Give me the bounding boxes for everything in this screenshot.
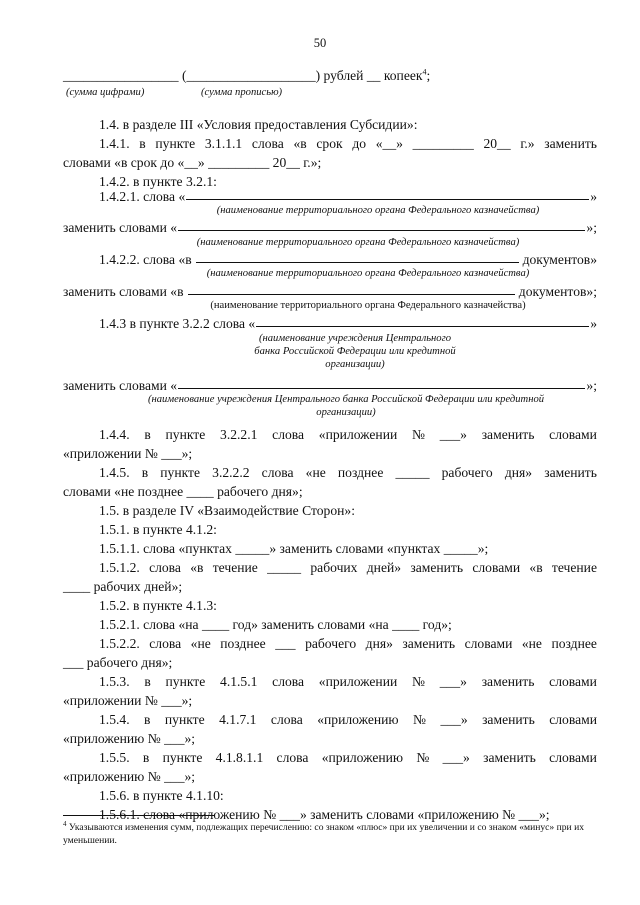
- word: «не: [190, 636, 211, 651]
- para-1-5-3-cont: «приложении № ___»;: [63, 693, 193, 708]
- word: 1.5.1.2.: [99, 560, 140, 575]
- footnote: [63, 821, 597, 847]
- para-1-5-4-cont: «приложению № ___»;: [63, 731, 196, 746]
- word: до: [352, 136, 367, 151]
- line-start: заменить словами «: [63, 378, 178, 393]
- word: 1.4.1.: [99, 136, 130, 151]
- word: срок: [316, 136, 343, 151]
- para-1-5-1-2: [99, 558, 597, 577]
- word: заменить: [481, 674, 535, 689]
- word: 1.5.2.2.: [99, 636, 140, 651]
- word: ___»: [439, 427, 467, 442]
- word: 1.4.5.: [99, 465, 130, 480]
- blank-line: [186, 187, 589, 200]
- word: 4.1.5.1: [220, 674, 258, 689]
- para-1-5-2-2: [99, 634, 597, 653]
- caption-bank-4: (наименование учреждения Центрального банка Российской Федерации или кредитной: [147, 394, 545, 405]
- word: заменить: [544, 465, 597, 480]
- word: пункте: [160, 465, 201, 480]
- word: «приложению: [317, 712, 399, 727]
- word: «__»: [375, 136, 403, 151]
- line-end: документов»;: [518, 284, 597, 299]
- word: пункте: [165, 427, 206, 442]
- footnote-reference: 4: [422, 67, 427, 77]
- word: слова: [149, 560, 181, 575]
- word: №: [412, 427, 425, 442]
- line-end: »;: [586, 378, 597, 393]
- word: «в: [293, 136, 307, 151]
- word: 3.1.1.1: [204, 136, 243, 151]
- word: в: [144, 712, 151, 727]
- para-1-5-6-1: 1.5.6.1. слова «приложению № ___» заменить словами «приложению № ___»;: [99, 807, 550, 822]
- line-end: »: [590, 316, 597, 331]
- word: дня»: [365, 636, 393, 651]
- para-1-5-2-2-cont: ___ рабочего дня»;: [63, 655, 173, 670]
- word: позднее: [551, 636, 597, 651]
- caption-bank-1: (наименование учреждения Центрального: [258, 333, 452, 344]
- word: «в: [190, 560, 204, 575]
- line-end: »;: [586, 220, 597, 235]
- word: _____: [395, 465, 430, 480]
- footnote-mark: 4: [63, 819, 67, 828]
- word: рабочего: [305, 636, 357, 651]
- word: 4.1.8.1.1: [215, 750, 264, 765]
- caption-treasury-3: (наименование территориального органа Федерального казначейства): [206, 268, 530, 279]
- line-start: заменить словами «в: [63, 284, 184, 299]
- replace-line-1: [63, 218, 597, 237]
- blank-line: [178, 218, 585, 231]
- word: дня»: [504, 465, 533, 480]
- amount-line-end: ;: [426, 68, 431, 83]
- caption-sum-words: (сумма прописью): [201, 87, 283, 98]
- word: рабочих: [310, 560, 358, 575]
- blank-line: [178, 376, 585, 389]
- word: позднее: [337, 465, 384, 480]
- word: 3.2.2.2: [212, 465, 250, 480]
- page-number: 50: [313, 36, 327, 50]
- para-1-4-5: [99, 463, 597, 482]
- line-start: 1.4.3 в пункте 3.2.2 слова «: [99, 316, 256, 331]
- word: словами: [549, 750, 597, 765]
- word: слова: [272, 674, 305, 689]
- word: 1.4.4.: [99, 427, 130, 442]
- word: №: [416, 750, 430, 765]
- para-1-4-2: 1.4.2. в пункте 3.2.1:: [99, 174, 217, 189]
- word: ___»: [439, 674, 467, 689]
- para-1-5-5: [99, 748, 597, 767]
- word: словами: [549, 712, 597, 727]
- caption-bank-3: организации): [325, 359, 385, 370]
- para-1-5-4: [99, 710, 597, 729]
- line-start: заменить словами «: [63, 220, 178, 235]
- para-1-4-1: [99, 134, 597, 153]
- caption-treasury-1: (наименование территориального органа Федерального казначейства): [216, 205, 540, 216]
- caption-treasury-4: (наименование территориального органа Федерального казначейства): [210, 300, 526, 311]
- word: слова: [272, 427, 305, 442]
- word: в: [144, 427, 151, 442]
- word: 3.2.2.1: [220, 427, 258, 442]
- word: позднее: [220, 636, 266, 651]
- word: 1.5.3.: [99, 674, 130, 689]
- word: слова: [270, 712, 303, 727]
- line-end: документов»: [522, 252, 597, 267]
- word: заменить: [483, 750, 536, 765]
- caption-treasury-2: (наименование территориального органа Федерального казначейства): [196, 237, 520, 248]
- word: течение: [551, 560, 597, 575]
- para-1-4-5-cont: словами «не позднее ____ рабочего дня»;: [63, 484, 303, 499]
- word: заменить: [481, 427, 535, 442]
- word: 20__: [483, 136, 511, 151]
- para-1-4-4: [99, 425, 597, 444]
- para-1-5-2: 1.5.2. в пункте 4.1.3:: [99, 598, 217, 613]
- para-1-4-1-cont: словами «в срок до «__» _________ 20__ г.»;: [63, 155, 322, 170]
- para-1-5-3: [99, 672, 597, 691]
- word: в: [142, 750, 150, 765]
- word: «не: [521, 636, 542, 651]
- blank-line: [196, 250, 519, 263]
- line-start: 1.4.2.1. слова «: [99, 189, 186, 204]
- word: ___»: [442, 750, 470, 765]
- word: 1.5.4.: [99, 712, 130, 727]
- para-1-4-4-cont: «приложении № ___»;: [63, 446, 193, 461]
- caption-sum-digits: (сумма цифрами): [66, 87, 145, 98]
- word: течение: [212, 560, 258, 575]
- word: «в: [529, 560, 543, 575]
- word: пункте: [155, 136, 196, 151]
- line-end: »: [590, 189, 597, 204]
- word: словами: [472, 560, 521, 575]
- word: словами: [464, 636, 513, 651]
- word: _________: [412, 136, 474, 151]
- word: №: [412, 674, 425, 689]
- word: «приложении: [318, 427, 398, 442]
- word: ___»: [440, 712, 468, 727]
- word: в: [141, 465, 149, 480]
- para-1-5-6: 1.5.6. в пункте 4.1.10:: [99, 788, 224, 803]
- word: пункте: [165, 674, 206, 689]
- para-1-5-2-1: 1.5.2.1. слова «на ____ год» заменить словами «на ____ год»;: [99, 617, 452, 632]
- blank-line: [188, 282, 515, 295]
- caption-bank-5: организации): [316, 407, 376, 418]
- blank-line: [256, 314, 589, 327]
- amount-line: [63, 66, 597, 85]
- word: «не: [305, 465, 326, 480]
- word: пункте: [164, 712, 205, 727]
- word: 1.5.5.: [99, 750, 130, 765]
- word: слова: [261, 465, 294, 480]
- word: рабочего: [441, 465, 493, 480]
- word: словами: [549, 674, 597, 689]
- word: заменить: [402, 636, 456, 651]
- word: №: [413, 712, 426, 727]
- word: г.»: [520, 136, 535, 151]
- word: слова: [149, 636, 182, 651]
- amount-line-text: _________________ (___________________) рублей __ копеек: [63, 68, 423, 83]
- line-start: 1.4.2.2. слова «в: [99, 252, 192, 267]
- word: «приложении: [318, 674, 398, 689]
- word: пункте: [162, 750, 203, 765]
- word: заменить: [482, 712, 535, 727]
- word: дней»: [366, 560, 402, 575]
- para-1-5-1-2-cont: ____ рабочих дней»;: [63, 579, 183, 594]
- word: слова: [251, 136, 284, 151]
- word: _____: [267, 560, 302, 575]
- footnote-text: Указываются изменения сумм, подлежащих перечислению: со знаком «плюс» при их увеличении и со знаком «минус» при их уменьшении.: [63, 822, 584, 846]
- para-1-4-3: [99, 314, 597, 333]
- word: словами: [549, 427, 597, 442]
- word: в: [144, 674, 151, 689]
- para-1-5-5-cont: «приложению № ___»;: [63, 769, 196, 784]
- word: 4.1.7.1: [219, 712, 257, 727]
- para-1-5-1-1: 1.5.1.1. слова «пунктах _____» заменить словами «пунктах _____»;: [99, 541, 489, 556]
- footnote-separator: [63, 815, 215, 816]
- word: слова: [276, 750, 309, 765]
- word: в: [139, 136, 146, 151]
- word: «приложению: [321, 750, 404, 765]
- para-1-5-1: 1.5.1. в пункте 4.1.2:: [99, 522, 217, 537]
- para-1-4: 1.4. в разделе III «Условия предоставления Субсидии»:: [99, 117, 418, 132]
- word: ___: [275, 636, 296, 651]
- word: заменить: [410, 560, 464, 575]
- caption-bank-2: банка Российской Федерации или кредитной: [254, 346, 456, 357]
- word: заменить: [544, 136, 597, 151]
- para-1-5: 1.5. в разделе IV «Взаимодействие Сторон»:: [99, 503, 355, 518]
